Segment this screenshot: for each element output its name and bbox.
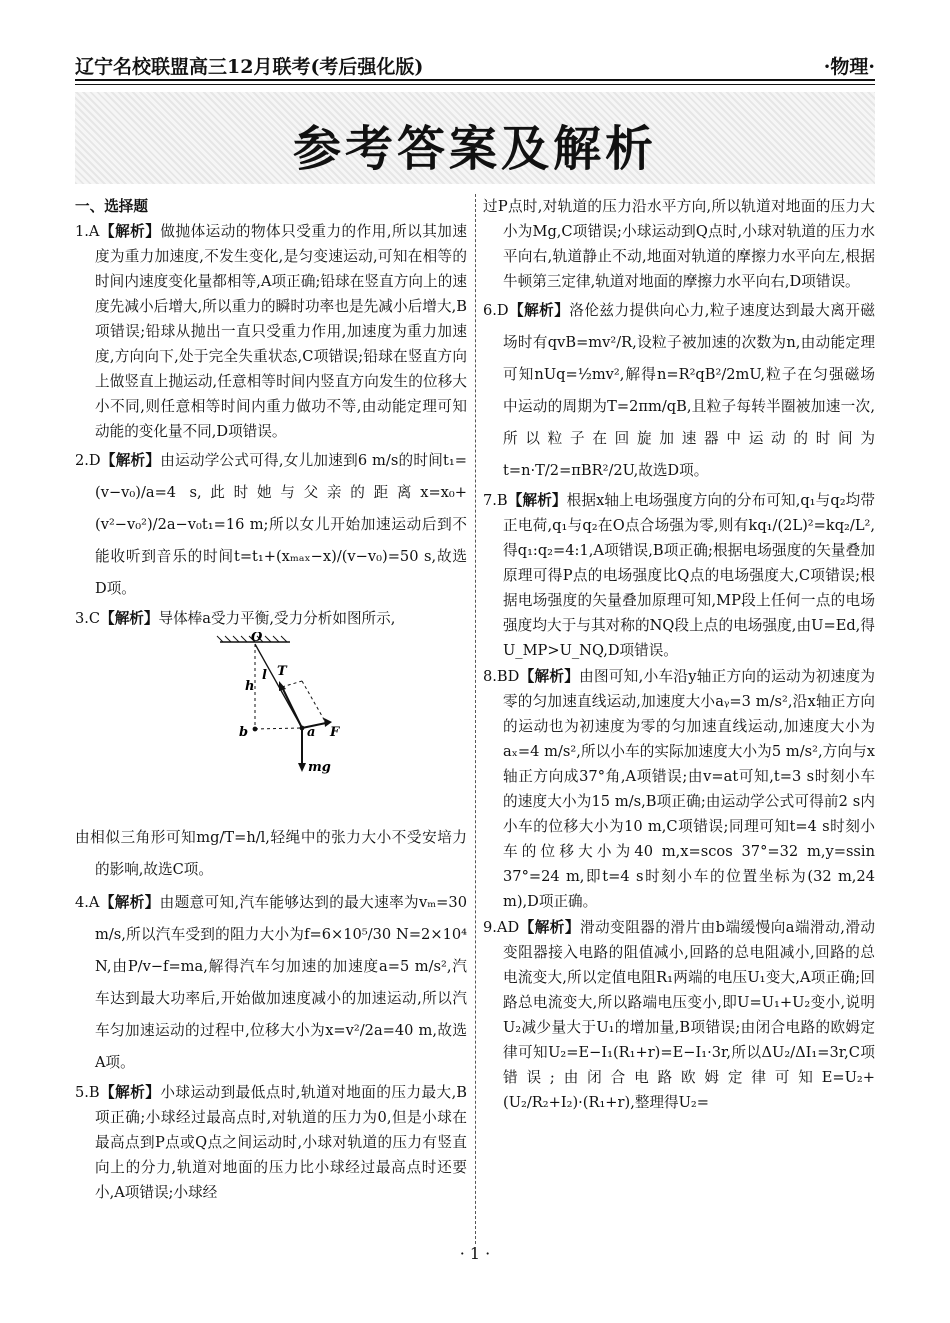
answer-text: 小球运动到最低点时,轨道对地面的压力最大,B项正确;小球经过最高点时,对轨道的压力为0,但是小球在最高点到P点或Q点之间运动时,小球对轨道的压力有竖直向上的分力,轨道对地面的压力比小球经过最高点时还要小,A项错误;小球经 — [95, 1084, 467, 1201]
answer-number: 1.A — [75, 223, 100, 240]
exam-title: 辽宁名校联盟高三12月联考(考后强化版) — [75, 56, 424, 78]
analysis-tag: 【解析】 — [99, 1084, 161, 1101]
header-rule-thin — [75, 84, 875, 85]
answer-number: 7.B — [483, 492, 508, 509]
analysis-tag: 【解析】 — [508, 302, 570, 319]
label-O: O — [251, 632, 263, 645]
analysis-tag: 【解析】 — [100, 610, 159, 627]
answer-text: 滑动变阻器的滑片由b端缓慢向a端滑动,滑动变阻器接入电路的阻值减小,回路的总电阻减小,回路的总电流变大,所以定值电阻R₁两端的电压U₁变大,A项正确;回路总电流变大,所以路端电压变小,即U=U₁+U₂变小,说明U₂减少量大于U₁的增加量,B项错误;由闭合电路的欧姆定律可知U₂=E−I₁(R₁+r)=E−I₁·3r,所以ΔU₂/ΔI₁=3r,C项错误;由闭合电路欧姆定律可知E=U₂+(U₂/R₂+I₂)·(R₁+r),整理得U₂= — [503, 919, 875, 1111]
answer-number: 3.C — [75, 610, 101, 627]
section-heading: 一、选择题 — [75, 198, 148, 215]
answer-item-4 — [75, 887, 467, 1079]
answer-item-9 — [483, 915, 875, 1115]
right-column — [483, 194, 875, 1116]
answer-text: 过P点时,对轨道的压力沿水平方向,所以轨道对地面的压力大小为Mg,C项错误;小球运动到Q点时,小球对轨道的压力水平向右,轨道静止不动,地面对轨道的摩擦力水平向左,根据牛顿第三定律,轨道对地面的摩擦力水平向右,D项错误。 — [483, 198, 875, 290]
subject-label: ·物理· — [823, 56, 875, 78]
label-F: F — [330, 725, 340, 740]
analysis-tag: 【解析】 — [507, 492, 567, 509]
label-mg: mg — [308, 760, 331, 775]
answer-number: 2.D — [75, 452, 101, 469]
answer-item-8 — [483, 664, 875, 914]
page-number: · 1 · — [459, 1244, 491, 1263]
answer-number: 6.D — [483, 302, 509, 319]
answer-text: 由相似三角形可知mg/T=h/l,轻绳中的张力大小不受安培力的影响,故选C项。 — [75, 829, 467, 878]
force-diagram-svg — [75, 632, 467, 822]
analysis-tag: 【解析】 — [100, 452, 161, 469]
left-column — [75, 194, 467, 1206]
answer-text: 洛伦兹力提供向心力,粒子速度达到最大离开磁场时有qvB=mv²/R,设粒子被加速的次数为n,由动能定理可知nUq=½mv²,解得n=R²qB²/2mU,粒子在匀强磁场中运动的周期为T=2πm/qB,且粒子每转半圈被加速一次,所以粒子在回旋加速器中运动的时间为t=n·T/2=πBR²/2U,故选D项。 — [503, 302, 875, 479]
label-T: T — [277, 664, 287, 679]
label-l: l — [262, 668, 267, 683]
force-diagram — [75, 632, 467, 822]
answer-item-5 — [75, 1080, 467, 1205]
analysis-tag: 【解析】 — [519, 919, 580, 936]
answer-item-1 — [75, 219, 467, 444]
answer-number: 8.BD — [483, 668, 520, 685]
label-b: b — [239, 725, 249, 740]
answer-item-7 — [483, 488, 875, 663]
answer-item-3 — [75, 606, 467, 631]
answer-text: 根据x轴上电场强度方向的分布可知,q₁与q₂均带正电荷,q₁与q₂在O点合场强为零,则有kq₁/(2L)²=kq₂/L²,得q₁:q₂=4:1,A项错误,B项正确;根据电场强度的矢量叠加原理可得P点的电场强度比Q点的电场强度大,C项错误;根据电场强度的矢量叠加原理可知,MP段上任何一点的电场强度均大于与其对称的NQ段上点的电场强度,由U=Ed,得U_MP>U_NQ,D项错误。 — [503, 492, 875, 659]
analysis-tag: 【解析】 — [99, 894, 160, 911]
answer-number: 4.A — [75, 894, 100, 911]
title-banner — [75, 92, 875, 184]
analysis-tag: 【解析】 — [519, 668, 580, 685]
answer-text: 由运动学公式可得,女儿加速到6 m/s的时间t₁=(v−v₀)/a=4 s,此时她与父亲的距离x=x₀+(v²−v₀²)/2a−v₀t₁=16 m;所以女儿开始加速运动后到不能收听到音乐的时间t=t₁+(xₘₐₓ−x)/(v−v₀)=50 s,故选D项。 — [95, 452, 467, 597]
analysis-tag: 【解析】 — [99, 223, 161, 240]
answer-number: 9.AD — [483, 919, 520, 936]
label-h: h — [245, 679, 255, 694]
answer-text: 由题意可知,汽车能够达到的最大速率为vₘ=30 m/s,所以汽车受到的阻力大小为f=6×10⁵/30 N=2×10⁴ N,由P/v−f=ma,解得汽车匀加速的加速度a=5 m/s²,汽车达到最大功率后,开始做加速度减小的加速运动,所以汽车匀加速运动的过程中,位移大小为x=v²/2a=40 m,故选A项。 — [95, 894, 467, 1071]
answer-item-5-cont — [483, 194, 875, 294]
page-header — [75, 48, 875, 76]
label-a: a — [307, 725, 316, 740]
answer-text: 做抛体运动的物体只受重力的作用,所以其加速度为重力加速度,不发生变化,是匀变速运动,可知在相等的时间内速度变化量都相等,A项正确;铅球在竖直方向上的速度先减小后增大,所以重力的瞬时功率也是先减小后增大,B项错误;铅球从抛出一直只受重力作用,加速度为重力加速度,方向向下,处于完全失重状态,C项错误;铅球在竖直方向上做竖直上抛运动,任意相等时间内竖直方向发生的位移大小不同,则任意相等时间内重力做功不等,由动能定理可知动能的变化量不同,D项错误。 — [95, 223, 467, 440]
answer-number: 5.B — [75, 1084, 100, 1101]
answer-item-3-cont — [75, 822, 467, 886]
answer-item-6 — [483, 295, 875, 487]
answer-text: 由图可知,小车沿y轴正方向的运动为初速度为零的匀加速直线运动,加速度大小aᵧ=3 m/s²,沿x轴正方向的运动也为初速度为零的匀加速直线运动,加速度大小为aₓ=4 m/s²,所以小车的实际加速度大小为5 m/s²,方向与x轴正方向成37°角,A项错误;由v=at可知,t=3 s时刻小车的速度大小为15 m/s,B项正确;由运动学公式可得前2 s内小车的位移大小为10 m,C项错误;同理可知t=4 s时刻小车的位移大小为40 m,x=scos 37°=32 m,y=ssin 37°=24 m,即t=4 s时刻小车的位置坐标为(32 m,24 m),D项正确。 — [503, 668, 875, 910]
page-title: 参考答案及解析 — [292, 121, 657, 177]
header-rule-thick — [75, 79, 875, 81]
answer-text: 导体棒a受力平衡,受力分析如图所示, — [158, 610, 396, 627]
answer-item-2 — [75, 445, 467, 605]
column-divider — [475, 194, 476, 1244]
